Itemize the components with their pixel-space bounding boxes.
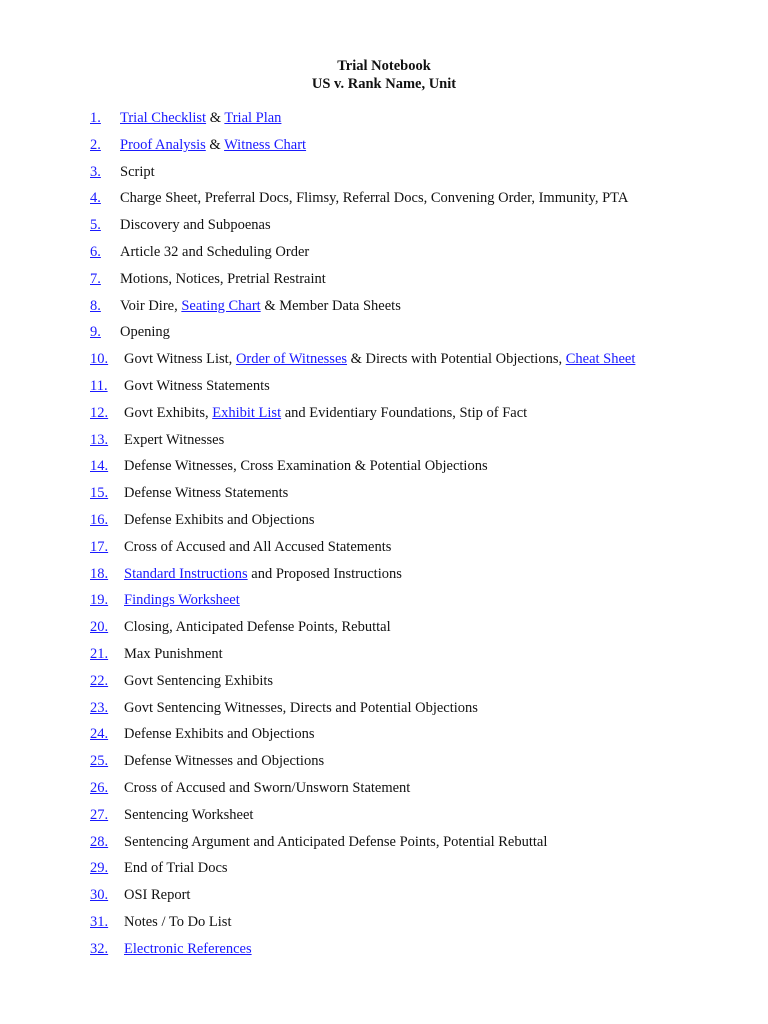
section-number-link[interactable]: 27. bbox=[90, 806, 109, 823]
section-label: Opening bbox=[120, 324, 170, 341]
section-number-link[interactable]: 30. bbox=[90, 887, 109, 904]
section-label: and Evidentiary Foundations, Stip of Fact bbox=[281, 404, 528, 421]
list-item bbox=[90, 778, 750, 805]
list-item bbox=[90, 858, 750, 885]
section-number-link[interactable]: 2. bbox=[90, 136, 101, 153]
document-link[interactable]: Standard Instructions bbox=[124, 565, 248, 582]
list-item bbox=[90, 296, 750, 323]
section-number-link[interactable]: 14. bbox=[90, 458, 109, 475]
section-label: Govt Exhibits, bbox=[124, 404, 213, 421]
list-item bbox=[90, 269, 750, 296]
section-label: Defense Exhibits and Objections bbox=[124, 726, 315, 743]
section-number-link[interactable]: 16. bbox=[90, 511, 109, 528]
document-link[interactable]: Seating Chart bbox=[181, 297, 261, 314]
document-link[interactable]: Exhibit List bbox=[212, 404, 282, 421]
document-title: Trial Notebook bbox=[337, 58, 431, 74]
section-number-link[interactable]: 21. bbox=[90, 645, 109, 662]
section-number-link[interactable]: 31. bbox=[90, 913, 109, 930]
section-number-link[interactable]: 32. bbox=[90, 940, 109, 957]
section-label: Discovery and Subpoenas bbox=[120, 217, 271, 234]
section-number-link[interactable]: 1. bbox=[90, 110, 101, 126]
table-of-contents bbox=[90, 108, 750, 966]
section-label: Notes / To Do List bbox=[124, 913, 232, 930]
list-item bbox=[90, 698, 750, 725]
section-label: Cross of Accused and All Accused Statements bbox=[124, 538, 392, 555]
document-link[interactable]: Trial Plan bbox=[224, 110, 282, 126]
list-item bbox=[90, 188, 750, 215]
section-label: Voir Dire, bbox=[120, 297, 182, 314]
section-label: Defense Witness Statements bbox=[124, 485, 289, 502]
section-label: Charge Sheet, Preferral Docs, Flimsy, Referral Docs, Convening Order, Immunity, PTA bbox=[120, 190, 629, 207]
list-item bbox=[90, 510, 750, 537]
section-label: & Member Data Sheets bbox=[260, 297, 401, 314]
list-item bbox=[90, 832, 750, 859]
document-link[interactable]: Electronic References bbox=[124, 940, 252, 957]
list-item bbox=[90, 644, 750, 671]
list-item bbox=[90, 671, 750, 698]
list-item bbox=[90, 617, 750, 644]
section-label: & Directs with Potential Objections, bbox=[347, 351, 566, 368]
section-label: Govt Witness List, bbox=[124, 351, 236, 368]
section-label: Sentencing Argument and Anticipated Defense Points, Potential Rebuttal bbox=[124, 833, 548, 850]
list-item bbox=[90, 403, 750, 430]
section-label: Govt Sentencing Exhibits bbox=[124, 672, 274, 689]
section-number-link[interactable]: 7. bbox=[90, 270, 101, 287]
list-item bbox=[90, 349, 750, 376]
case-caption: US v. Rank Name, Unit bbox=[311, 76, 457, 92]
list-item bbox=[90, 430, 750, 457]
section-label: Max Punishment bbox=[124, 645, 223, 662]
section-label: Cross of Accused and Sworn/Unsworn Statement bbox=[124, 779, 411, 796]
section-label: Defense Witnesses, Cross Examination & Potential Objections bbox=[124, 458, 488, 475]
section-label: & bbox=[206, 110, 225, 126]
section-label: Article 32 and Scheduling Order bbox=[120, 243, 310, 260]
list-item bbox=[90, 483, 750, 510]
section-number-link[interactable]: 10. bbox=[90, 351, 109, 368]
list-item bbox=[90, 322, 750, 349]
section-number-link[interactable]: 3. bbox=[90, 163, 101, 180]
section-number-link[interactable]: 26. bbox=[90, 779, 109, 796]
list-item bbox=[90, 537, 750, 564]
section-label: Motions, Notices, Pretrial Restraint bbox=[120, 270, 326, 287]
section-number-link[interactable]: 29. bbox=[90, 860, 109, 877]
section-number-link[interactable]: 13. bbox=[90, 431, 109, 448]
list-item bbox=[90, 912, 750, 939]
section-number-link[interactable]: 22. bbox=[90, 672, 109, 689]
section-number-link[interactable]: 19. bbox=[90, 592, 109, 609]
document-link[interactable]: Cheat Sheet bbox=[565, 351, 636, 368]
section-label: OSI Report bbox=[124, 887, 191, 904]
document-link[interactable]: Witness Chart bbox=[224, 136, 307, 153]
list-item bbox=[90, 108, 750, 135]
list-item bbox=[90, 215, 750, 242]
document-link[interactable]: Order of Witnesses bbox=[235, 351, 348, 368]
document-header bbox=[0, 57, 768, 93]
section-number-link[interactable]: 12. bbox=[90, 404, 109, 421]
section-number-link[interactable]: 25. bbox=[90, 753, 109, 770]
list-item bbox=[90, 885, 750, 912]
section-label: Closing, Anticipated Defense Points, Rebuttal bbox=[124, 619, 391, 636]
section-number-link[interactable]: 20. bbox=[90, 619, 109, 636]
list-item bbox=[90, 805, 750, 832]
section-number-link[interactable]: 5. bbox=[90, 217, 101, 234]
section-number-link[interactable]: 17. bbox=[90, 538, 109, 555]
section-label: Govt Witness Statements bbox=[124, 377, 270, 394]
list-item bbox=[90, 564, 750, 591]
section-label: Expert Witnesses bbox=[124, 431, 225, 448]
section-number-link[interactable]: 28. bbox=[90, 833, 109, 850]
section-label: & bbox=[205, 136, 225, 153]
section-number-link[interactable]: 24. bbox=[90, 726, 109, 743]
section-label: Sentencing Worksheet bbox=[124, 806, 254, 823]
section-number-link[interactable]: 18. bbox=[90, 565, 109, 582]
document-link[interactable]: Trial Checklist bbox=[120, 110, 207, 126]
list-item bbox=[90, 162, 750, 189]
section-label: End of Trial Docs bbox=[124, 860, 228, 877]
section-number-link[interactable]: 11. bbox=[90, 377, 108, 394]
section-label: and Proposed Instructions bbox=[247, 565, 402, 582]
section-label: Defense Witnesses and Objections bbox=[124, 753, 325, 770]
list-item bbox=[90, 456, 750, 483]
document-link[interactable]: Proof Analysis bbox=[120, 136, 206, 153]
section-number-link[interactable]: 4. bbox=[90, 190, 101, 207]
section-label: Defense Exhibits and Objections bbox=[124, 511, 315, 528]
list-item bbox=[90, 939, 750, 966]
document-link[interactable]: Findings Worksheet bbox=[124, 592, 240, 609]
section-number-link[interactable]: 23. bbox=[90, 699, 109, 716]
section-number-link[interactable]: 9. bbox=[90, 324, 101, 341]
list-item bbox=[90, 724, 750, 751]
list-item bbox=[90, 376, 750, 403]
section-number-link[interactable]: 6. bbox=[90, 243, 101, 260]
list-item bbox=[90, 135, 750, 162]
list-item bbox=[90, 242, 750, 269]
list-item bbox=[90, 751, 750, 778]
section-label: Script bbox=[120, 163, 155, 180]
section-label: Govt Sentencing Witnesses, Directs and Potential Objections bbox=[124, 699, 478, 716]
section-number-link[interactable]: 8. bbox=[90, 297, 101, 314]
section-number-link[interactable]: 15. bbox=[90, 485, 109, 502]
list-item bbox=[90, 590, 750, 617]
